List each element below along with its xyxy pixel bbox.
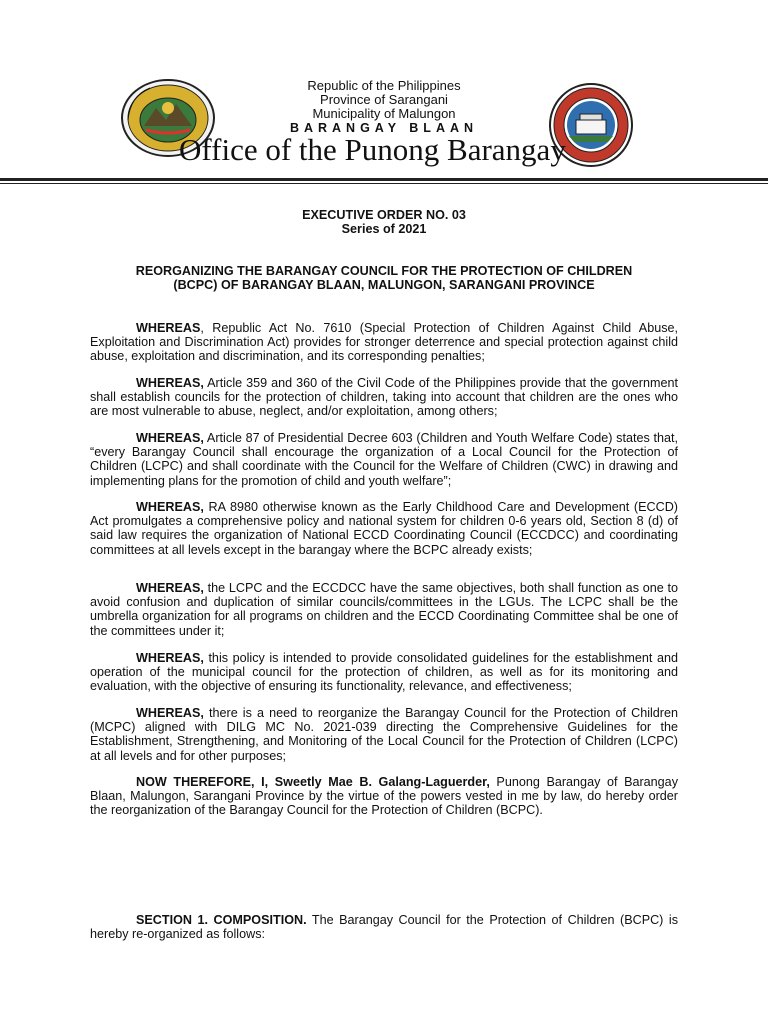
header-rule-thin — [0, 183, 768, 184]
subject-line-2: (BCPC) OF BARANGAY BLAAN, MALUNGON, SARANGANI PROVINCE — [173, 278, 595, 292]
now-therefore-paragraph — [90, 775, 678, 818]
header-rule-thick — [0, 178, 768, 181]
executive-order-series: Series of 2021 — [341, 222, 427, 236]
paragraph-lead: SECTION 1. COMPOSITION. — [136, 913, 307, 927]
whereas-paragraph-3 — [90, 431, 678, 488]
paragraph-lead: WHEREAS, — [136, 706, 204, 720]
section-1-composition — [90, 913, 678, 941]
paragraph-text: the LCPC and the ECCDCC have the same objectives, both shall function as one to avoid confusion and duplication of similar councils/committees in the LGUs. The LCPC shall be the umbrella organization for all programs on children and the ECCD Coordinating Committee shal be one of the committees under it; — [90, 581, 678, 638]
whereas-paragraph-1 — [90, 321, 678, 364]
paragraph-lead: WHEREAS, — [136, 581, 204, 595]
whereas-paragraph-2 — [90, 376, 678, 419]
paragraph-text: there is a need to reorganize the Barangay Council for the Protection of Children (MCPC) aligned with DILG MC No. 2021-039 directing the Comprehensive Guidelines for the Establishment, Strengthening, and Monitoring of the Local Council for the Protection of Children (LCPC) at all levels and for other purposes; — [90, 706, 678, 763]
paragraph-text: Punong Barangay of Barangay Blaan, Malungon, Sarangani Province by the virtue of the powers vested in me by law, do hereby order the reorganization of the Barangay Council for the Protection of Children (BCPC). — [90, 775, 678, 818]
header-municipality: Municipality of Malungon — [312, 106, 456, 121]
whereas-paragraph-6 — [90, 651, 678, 694]
paragraph-text: this policy is intended to provide consolidated guidelines for the establishment and operation of the municipal council for the protection of children, as well as for its monitoring and evaluation, with the objective of ensuring its functionality, relevance, and effectiveness; — [90, 651, 678, 694]
whereas-paragraph-7 — [90, 706, 678, 763]
header-province: Province of Sarangani — [320, 92, 448, 107]
executive-order-subject — [60, 264, 708, 292]
paragraph-text: The Barangay Council for the Protection of Children (BCPC) is hereby re-organized as follows: — [90, 913, 678, 942]
paragraph-lead: NOW THEREFORE, I, Sweetly Mae B. Galang-Laguerder, — [136, 775, 490, 789]
office-title: Office of the Punong Barangay — [179, 132, 566, 167]
paragraph-lead: WHEREAS, — [136, 651, 204, 665]
paragraph-text: Article 359 and 360 of the Civil Code of the Philippines provide that the government shall establish councils for the protection of children, taking into account that children are the ones who are most vulnerable to abuse, neglect, and/or exploitation, among others; — [90, 376, 678, 419]
header-barangay: BARANGAY BLAAN — [289, 121, 479, 135]
executive-order-number: EXECUTIVE ORDER NO. 03 — [302, 208, 466, 222]
whereas-paragraph-5 — [90, 581, 678, 638]
paragraph-lead: WHEREAS, — [136, 431, 204, 445]
paragraph-text: , Republic Act No. 7610 (Special Protection of Children Against Child Abuse, Exploitation and Discrimination Act) provides for stronger deterrence and special protection against child abuse, exploitation and discrimination, and its corresponding penalties; — [90, 321, 678, 364]
paragraph-text: Article 87 of Presidential Decree 603 (Children and Youth Welfare Code) states that, “every Barangay Council shall encourage the organization of a Local Council for the Protection of Children (LCPC) and shall coordinate with the Council for the Welfare of Children (CWC) in drawing and implementing plans for the promotion of child and youth welfare”; — [90, 431, 678, 488]
whereas-paragraph-4 — [90, 500, 678, 557]
header-republic: Republic of the Philippines — [307, 78, 461, 93]
subject-line-1: REORGANIZING THE BARANGAY COUNCIL FOR THE PROTECTION OF CHILDREN — [135, 264, 633, 278]
paragraph-lead: WHEREAS — [136, 321, 201, 335]
paragraph-text: RA 8980 otherwise known as the Early Childhood Care and Development (ECCD) Act promulgates a comprehensive policy and national system for children 0-6 years old, Section 8 (d) of said law requires the organization of National ECCD Coordinating Council (ECCDCC) and coordinating committees at all levels except in the barangay where the BCPC already exists; — [90, 500, 678, 557]
paragraph-lead: WHEREAS, — [136, 376, 204, 390]
paragraph-lead: WHEREAS, — [136, 500, 204, 514]
